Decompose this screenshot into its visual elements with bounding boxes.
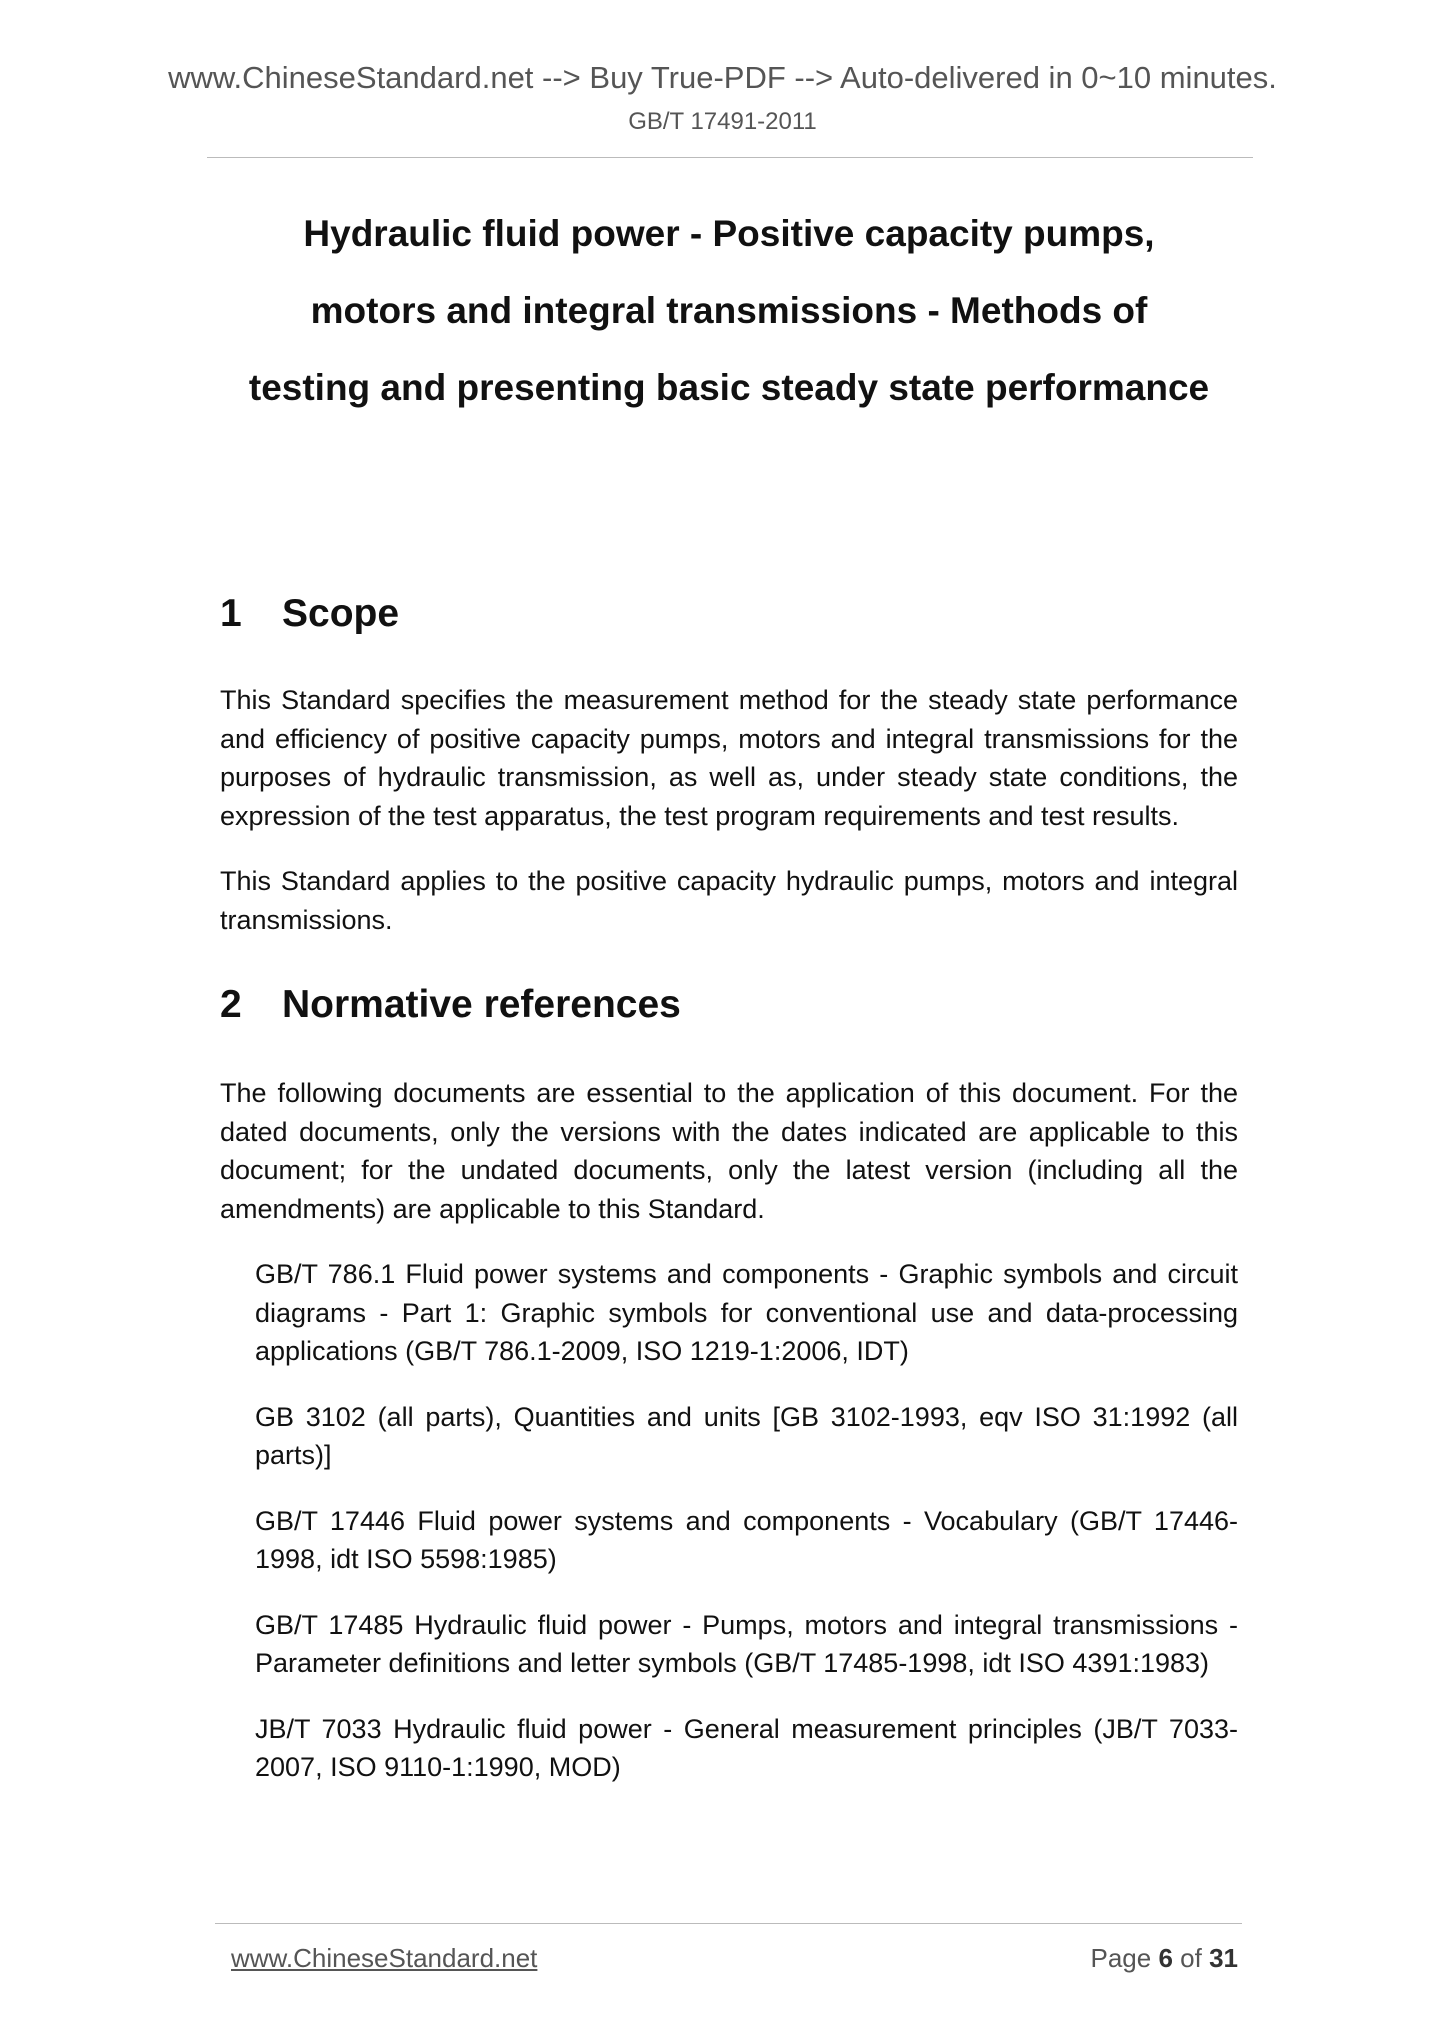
- section-heading-normative-references: [220, 980, 1238, 1030]
- document-body: [220, 195, 1238, 1814]
- title-line-1: Hydraulic fluid power - Positive capacity pumps,: [303, 213, 1155, 254]
- page-header: [0, 56, 1445, 142]
- reference-list: [220, 1255, 1238, 1787]
- section-title: Normative references: [282, 983, 681, 1026]
- scope-paragraph-2: This Standard applies to the positive capacity hydraulic pumps, motors and integral transmissions.: [220, 866, 1238, 935]
- section-number: 1: [220, 592, 242, 635]
- scope-paragraph-1: This Standard specifies the measurement method for the steady state performance and efficiency of positive capacity pumps, motors and integral transmissions for the purposes of hydraulic transmission, as well as, under steady state conditions, the expression of the test apparatus, the test program requirements and test results.: [220, 685, 1238, 831]
- reference-item: GB/T 17485 Hydraulic fluid power - Pumps, motors and integral transmissions - Parameter definitions and letter symbols (GB/T 17485-1998, idt ISO 4391:1983): [255, 1609, 1238, 1678]
- page-total: 31: [1209, 1943, 1238, 1973]
- page-current: 6: [1158, 1943, 1173, 1973]
- header-banner: www.ChineseStandard.net --> Buy True-PDF --> Auto-delivered in 0~10 minutes.: [168, 60, 1277, 95]
- normative-intro-paragraph: The following documents are essential to the application of this document. For the dated documents, only the versions with the dates indicated are applicable to this document; for the undated documents, only the latest version (including all the amendments) are applicable to this Standard.: [220, 1078, 1238, 1224]
- reference-item: JB/T 7033 Hydraulic fluid power - General measurement principles (JB/T 7033-2007, ISO 9110-1:1990, MOD): [255, 1713, 1238, 1782]
- title-line-2: motors and integral transmissions - Methods of: [310, 290, 1148, 331]
- document-title: [220, 195, 1238, 426]
- reference-item: GB/T 786.1 Fluid power systems and components - Graphic symbols and circuit diagrams - Part 1: Graphic symbols for conventional use and data-processing applications (GB/T 786.1-2009, ISO 1219-1:2006, IDT): [255, 1259, 1238, 1366]
- page-of: of: [1180, 1943, 1202, 1973]
- section-title: Scope: [282, 592, 400, 635]
- page-number: [1090, 1940, 1238, 1976]
- footer-divider: [215, 1923, 1242, 1924]
- header-divider: [207, 157, 1253, 158]
- page-word: Page: [1090, 1943, 1152, 1973]
- reference-item: GB/T 17446 Fluid power systems and components - Vocabulary (GB/T 17446-1998, idt ISO 5598:1985): [255, 1505, 1238, 1574]
- title-line-3: testing and presenting basic steady state performance: [248, 367, 1210, 408]
- standard-code: GB/T 17491-2011: [628, 108, 817, 135]
- reference-item: GB 3102 (all parts), Quantities and units [GB 3102-1993, eqv ISO 31:1992 (all parts)]: [255, 1401, 1238, 1470]
- section-number: 2: [220, 983, 242, 1026]
- section-heading-scope: [220, 589, 1238, 639]
- footer-website-link[interactable]: www.ChineseStandard.net: [231, 1943, 538, 1973]
